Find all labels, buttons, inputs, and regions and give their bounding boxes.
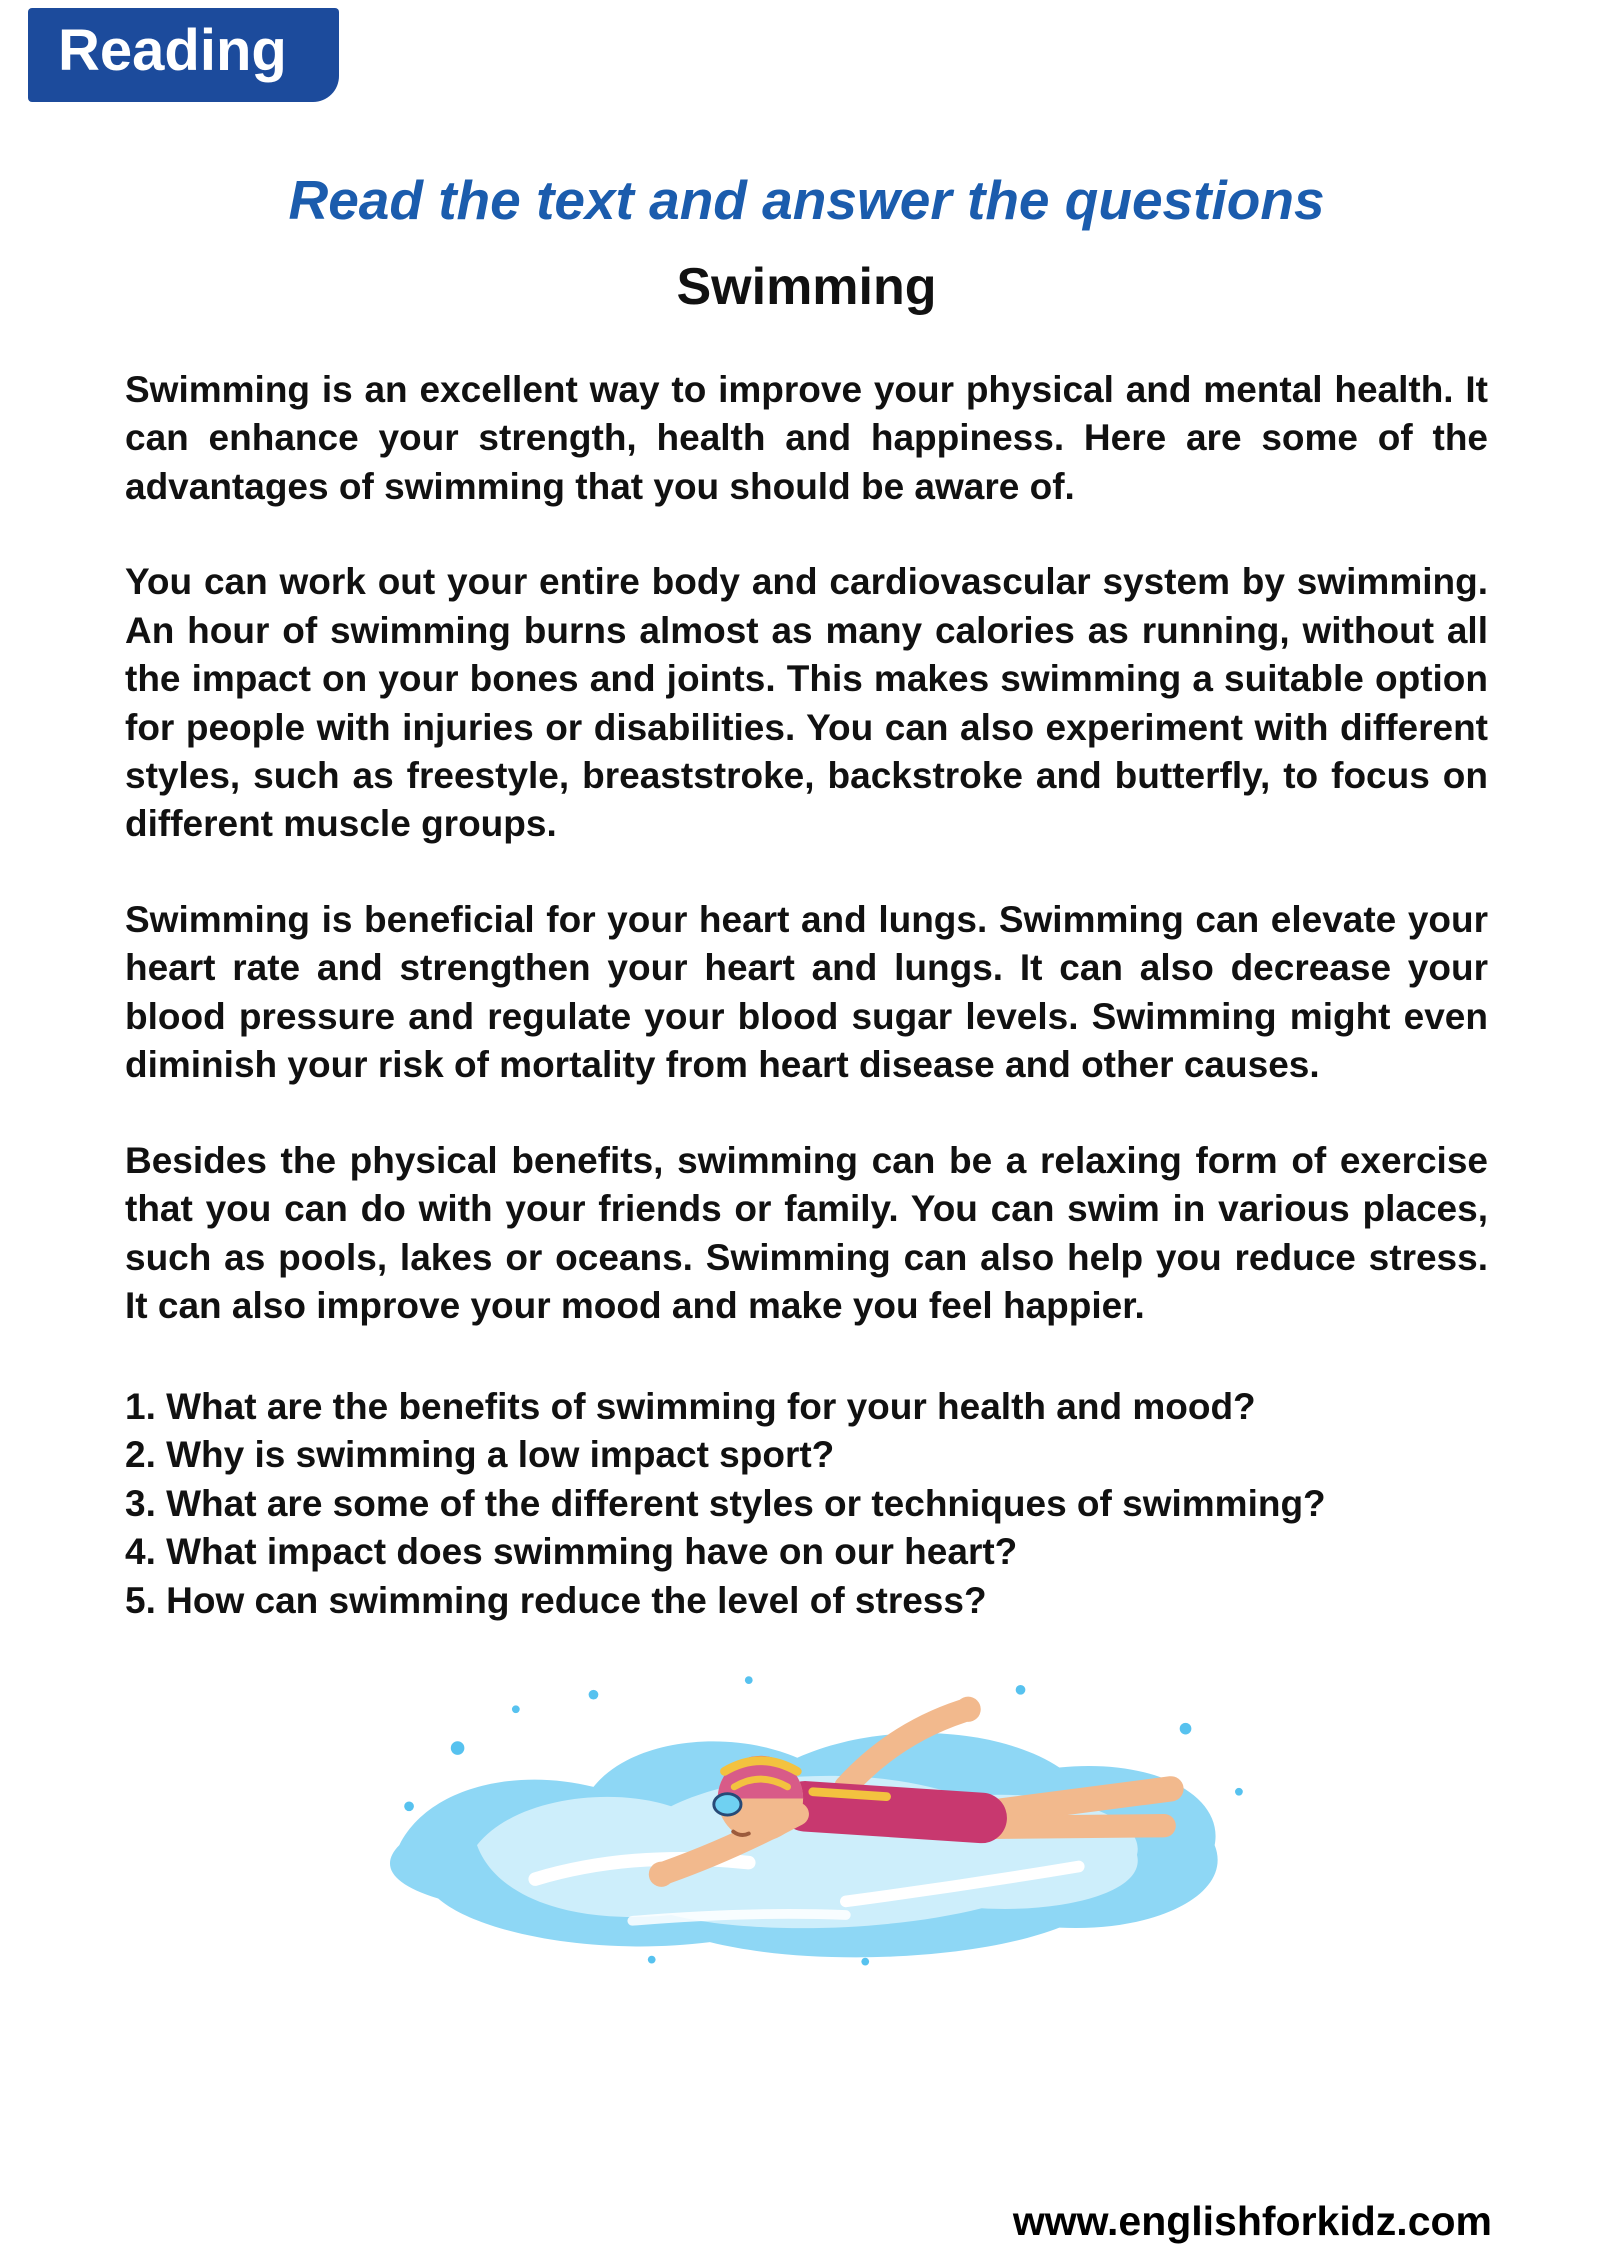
passage-paragraph: You can work out your entire body and cardiovascular system by swimming. An hour of swimming burns almost as many calories as running, without all the impact on your bones and joints. This makes swimming a suitable option for people with injuries or disabilities. You can also experiment with different styles, such as freestyle, breaststroke, backstroke and butterfly, to focus on different muscle groups.: [125, 561, 1488, 845]
footer-url: www.englishforkidz.com: [1012, 2198, 1492, 2244]
question-item: 1. What are the benefits of swimming for your health and mood?: [125, 1385, 1256, 1427]
page-heading: Read the text and answer the questions: [288, 169, 1325, 231]
reading-badge: [28, 8, 339, 102]
question-item: 5. How can swimming reduce the level of stress?: [125, 1579, 987, 1621]
reading-badge-label: Reading: [58, 18, 287, 83]
passage-paragraph: Swimming is an excellent way to improve your physical and mental health. It can enhance your strength, health and happiness. Here are some of the advantages of swimming that you should be aware of.: [125, 368, 1488, 507]
passage-paragraph: Swimming is beneficial for your heart and lungs. Swimming can elevate your heart rate and strengthen your heart and lungs. It can also decrease your blood pressure and regulate your blood sugar levels. Swimming might even diminish your risk of mortality from heart disease and other causes.: [125, 898, 1488, 1086]
swimmer-illustration-svg: [332, 1651, 1282, 1981]
question-item: 2. Why is swimming a low impact sport?: [125, 1434, 835, 1476]
question-item: 4. What impact does swimming have on our heart?: [125, 1531, 1018, 1573]
swimmer-illustration: [125, 1651, 1488, 1986]
passage-paragraph: Besides the physical benefits, swimming can be a relaxing form of exercise that you can do with your friends or family. You can swim in various places, such as pools, lakes or oceans. Swimming can also help you reduce stress. It can also improve your mood and make you feel happier.: [125, 1139, 1488, 1327]
water-splash: [389, 1733, 1217, 1957]
questions-list: [125, 1383, 1488, 1625]
reading-passage: [125, 366, 1488, 1331]
question-item: 3. What are some of the different styles or techniques of swimming?: [125, 1482, 1326, 1524]
goggles: [713, 1794, 740, 1815]
article-title: Swimming: [676, 257, 937, 316]
